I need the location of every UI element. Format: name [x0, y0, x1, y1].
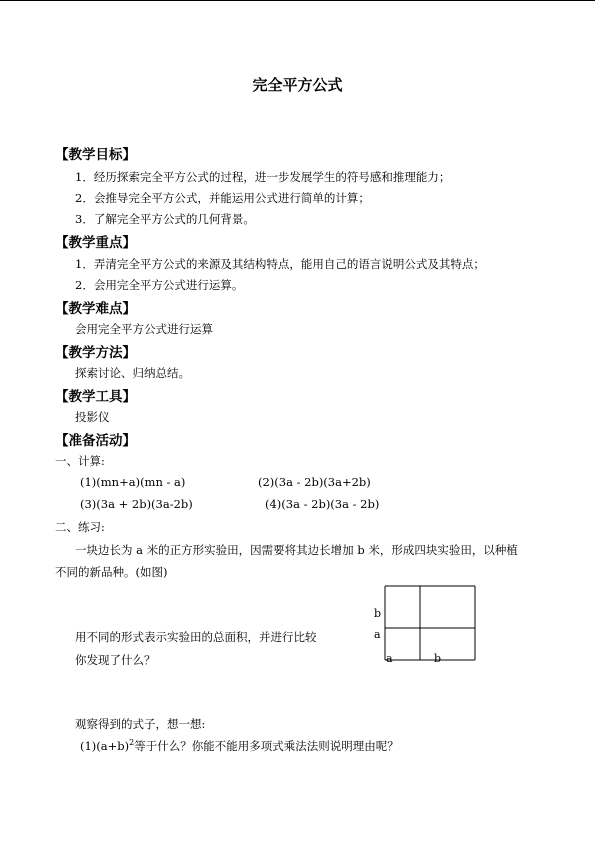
diagram-label-a-bottom: a [386, 652, 393, 665]
question-line-1: 用不同的形式表示实验田的总面积，并进行比较 [75, 630, 317, 644]
calc-item-4: (4)(3a - 2b)(3a - 2b) [265, 497, 380, 511]
question-1-exponent: 2 [129, 738, 135, 748]
question-1-prefix: (1)(a+b) [80, 739, 130, 753]
key-points-heading: 【教学重点】 [55, 235, 136, 251]
tools-text: 投影仪 [75, 410, 110, 424]
difficulty-text: 会用完全平方公式进行运算 [75, 322, 213, 336]
diagram-label-a-left: a [374, 628, 381, 641]
square-field-diagram [368, 580, 483, 666]
goal-item-2: 2．会推导完全平方公式，并能运用公式进行简单的计算； [75, 191, 370, 205]
activity-heading: 【准备活动】 [55, 433, 136, 449]
calc-item-3: (3)(3a + 2b)(3a-2b) [80, 497, 193, 511]
method-text: 探索讨论、归纳总结。 [75, 366, 190, 380]
exercise-paragraph-line-1: 一块边长为 a 米的正方形实验田，因需要将其边长增加 b 米，形成四块实验田，以种植 [75, 543, 518, 557]
observe-text: 观察得到的式子，想一想: [75, 717, 206, 731]
question-line-2: 你发现了什么？ [75, 653, 156, 667]
part2-title: 二、练习: [55, 520, 105, 534]
key-point-item-1: 1．弄清完全平方公式的来源及其结构特点，能用自己的语言说明公式及其特点； [75, 257, 485, 271]
calc-item-2: (2)(3a - 2b)(3a+2b) [258, 475, 371, 489]
goals-heading: 【教学目标】 [55, 147, 136, 163]
goal-item-3: 3．了解完全平方公式的几何背景。 [75, 212, 255, 226]
page-title: 完全平方公式 [252, 76, 343, 94]
diagram-label-b-bottom: b [434, 652, 442, 665]
tools-heading: 【教学工具】 [55, 389, 136, 405]
question-1-suffix: 等于什么？你能不能用多项式乘法法则说明理由呢？ [134, 739, 399, 753]
goal-item-1: 1．经历探索完全平方公式的过程，进一步发展学生的符号感和推理能力； [75, 170, 451, 184]
calc-item-1: (1)(mn+a)(mn - a) [80, 475, 186, 489]
method-heading: 【教学方法】 [55, 345, 136, 361]
part1-title: 一、计算: [55, 454, 105, 468]
difficulty-heading: 【教学难点】 [55, 301, 136, 317]
diagram-label-b-left: b [374, 607, 382, 620]
key-point-item-2: 2．会用完全平方公式进行运算。 [75, 278, 244, 292]
top-rule [0, 0, 595, 1]
exercise-paragraph-line-2: 不同的新品种。(如图) [55, 565, 168, 579]
question-1 [80, 738, 399, 754]
